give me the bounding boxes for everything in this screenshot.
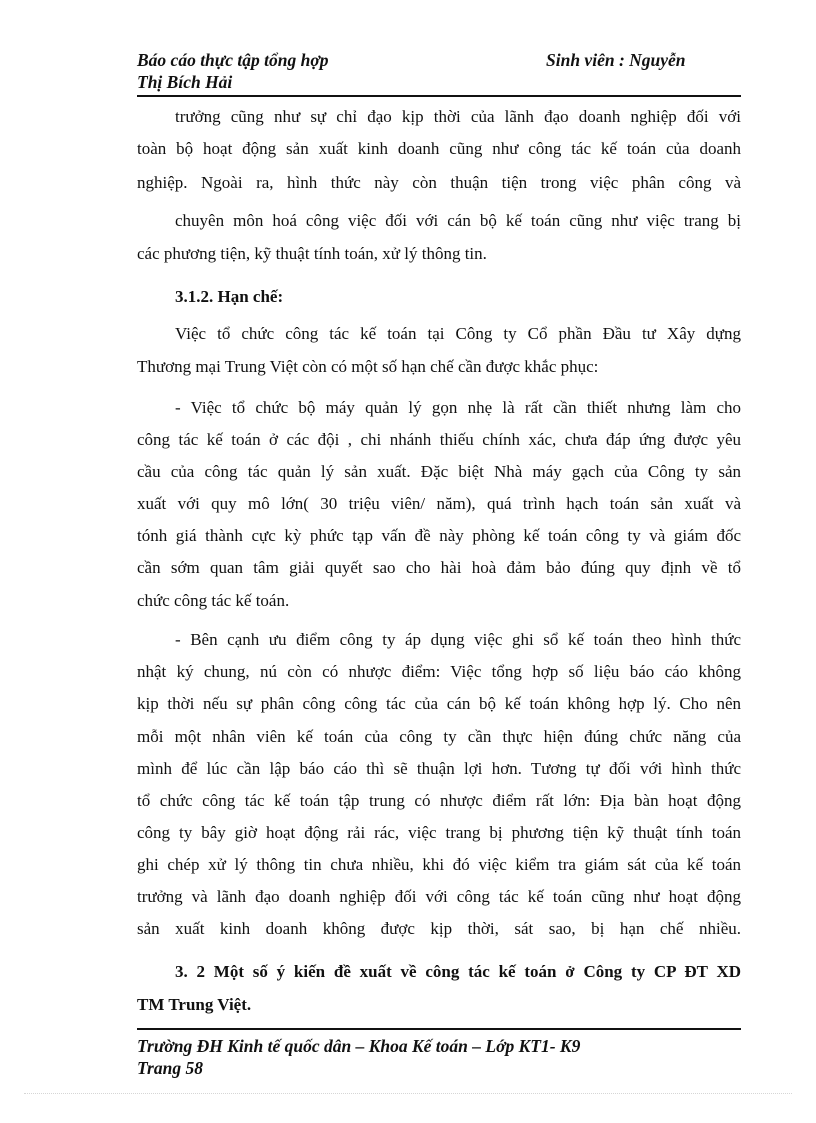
school-info: Trường ĐH Kinh tế quốc dân – Khoa Kế toán – Lớp KT1- K9 <box>137 1036 581 1056</box>
text-line: toàn bộ hoạt động sản xuất kinh doanh cũng như công tác kế toán của doanh <box>137 139 741 158</box>
footer-rule <box>137 1028 741 1030</box>
text-line: Việc tổ chức công tác kế toán tại Công ty Cổ phần Đầu tư Xây dựng <box>175 324 741 343</box>
text-line: kịp thời nếu sự phân công công tác của cán bộ kế toán không hợp lý. Cho nên <box>137 694 741 713</box>
text-line: các phương tiện, kỹ thuật tính toán, xử lý thông tin. <box>137 244 487 263</box>
section-heading: 3.1.2. Hạn chế: <box>175 287 284 306</box>
text-line: trưởng và lãnh đạo doanh nghiệp đối với công tác kế toán cũng như hoạt động <box>137 887 741 906</box>
text-line: xuất với quy mô lớn( 30 triệu viên/ năm), quá trình hạch toán sản xuất và <box>137 494 741 513</box>
text-line: chuyên môn hoá công việc đối với cán bộ kế toán cũng như việc trang bị <box>175 211 741 230</box>
text-line: mỗi một nhân viên kế toán của công ty cần thực hiện đúng chức năng của <box>137 727 741 746</box>
text-line: mình để lúc cần lập báo cáo thì sẽ thuận lợi hơn. Tương tự đối với hình thức <box>137 759 741 778</box>
section-heading: 3. 2 Một số ý kiến đề xuất về công tác kế toán ở Công ty CP ĐT XD <box>175 962 741 981</box>
text-line: cầu của công tác quản lý sản xuất. Đặc biệt Nhà máy gạch của Công ty sản <box>137 462 741 481</box>
text-line: sản xuất kinh doanh không được kịp thời, sát sao, bị hạn chế nhiều. <box>137 919 741 938</box>
text-line: - Bên cạnh ưu điểm công ty áp dụng việc ghi sổ kế toán theo hình thức <box>175 630 741 649</box>
text-line: tónh giá thành cực kỳ phức tạp vấn đề này phòng kế toán công ty và giám đốc <box>137 526 741 545</box>
text-line: nghiệp. Ngoài ra, hình thức này còn thuận tiện trong việc phân công và <box>137 173 741 192</box>
report-title: Báo cáo thực tập tổng hợp <box>137 50 329 70</box>
page-footer <box>137 1035 741 1079</box>
text-line: công tác kế toán ở các đội , chi nhánh thiếu chính xác, chưa đáp ứng được yêu <box>137 430 741 449</box>
text-line: - Việc tổ chức bộ máy quản lý gọn nhẹ là rất cần thiết nhưng làm cho <box>175 398 741 417</box>
page-number: Trang 58 <box>137 1058 203 1078</box>
text-line: công ty bây giờ hoạt động rải rác, việc trang bị phương tiện kỹ thuật tính toán <box>137 823 741 842</box>
text-line: ghi chép xử lý thông tin chưa nhiều, khi đó việc kiểm tra giám sát của kế toán <box>137 855 741 874</box>
page-edge-divider <box>24 1093 792 1094</box>
body-text <box>137 0 741 1014</box>
student-name: Thị Bích Hải <box>137 72 233 92</box>
section-heading: TM Trung Việt. <box>137 995 252 1014</box>
text-line: trưởng cũng như sự chỉ đạo kịp thời của lãnh đạo doanh nghiệp đối với <box>175 107 741 126</box>
text-line: chức công tác kế toán. <box>137 591 290 610</box>
text-line: tổ chức công tác kế toán tập trung có nhược điểm rất lớn: Địa bàn hoạt động <box>137 791 741 810</box>
student-label: Sinh viên : Nguyễn <box>546 50 686 70</box>
text-line: nhật ký chung, nú còn có nhược điểm: Việc tổng hợp số liệu báo cáo không <box>137 662 741 681</box>
text-line: Thương mại Trung Việt còn có một số hạn chế cần được khắc phục: <box>137 357 599 376</box>
text-line: cần sớm quan tâm giải quyết sao cho hài hoà đảm bảo đúng quy định về tổ <box>137 558 741 577</box>
